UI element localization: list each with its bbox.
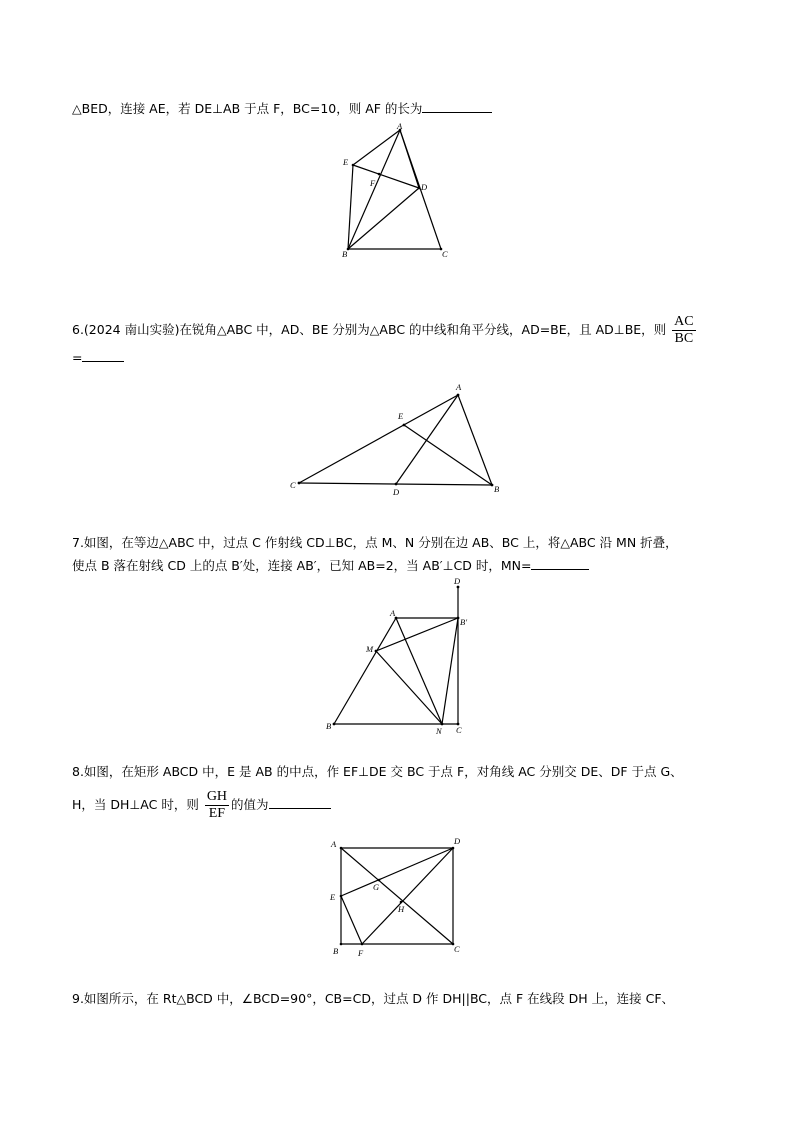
- figure-8: [325, 835, 465, 961]
- fraction-gh-ef: [205, 789, 229, 822]
- problem-8-stem-1: 8.如图，在矩形 ABCD 中，E 是 AB 的中点，作 EF⊥DE 交 BC 于点 F，对角线 AC 分别交 DE、DF 于点 G、: [72, 764, 683, 779]
- label-D: D: [393, 487, 400, 497]
- fraction-ac-bc: [672, 314, 695, 347]
- label-C: C: [454, 944, 460, 954]
- label-N: N: [436, 726, 442, 736]
- problem-7-line-2: [72, 557, 589, 575]
- problem-6-answer-line: [72, 349, 124, 367]
- problem-9-stem: 9.如图所示，在 Rt△BCD 中，∠BCD=90°，CB=CD，过点 D 作 DH||BC，点 F 在线段 DH 上，连接 CF、: [72, 991, 675, 1006]
- label-B-prime: B′: [460, 617, 468, 627]
- label-M: M: [366, 644, 374, 654]
- figure-6: [285, 378, 515, 500]
- problem-8-stem-2a: H，当 DH⊥AC 时，则: [72, 797, 199, 812]
- fraction-numerator: AC: [674, 314, 694, 329]
- label-F: F: [358, 948, 364, 958]
- label-H: H: [398, 904, 405, 914]
- label-D: D: [454, 836, 461, 846]
- answer-blank: [422, 100, 492, 113]
- equals-sign: =: [72, 350, 83, 365]
- answer-blank: [269, 796, 331, 809]
- label-B: B: [494, 484, 500, 494]
- label-D: D: [454, 576, 461, 586]
- answer-blank: [82, 349, 124, 362]
- label-A: A: [397, 121, 403, 131]
- label-C: C: [442, 249, 448, 259]
- label-A: A: [456, 382, 462, 392]
- fraction-denominator: EF: [208, 806, 226, 821]
- label-E: E: [343, 157, 349, 167]
- figure-5: [335, 120, 455, 260]
- problem-6-text: [72, 314, 698, 347]
- problem-6-stem: 6.(2024 南山实验)在锐角△ABC 中，AD、BE 分别为△ABC 的中线和角平分线，AD=BE，且 AD⊥BE，则: [72, 322, 667, 337]
- figure-7: [320, 578, 470, 738]
- label-A: A: [331, 839, 337, 849]
- label-C: C: [456, 725, 462, 735]
- problem-7-stem-1: 7.如图，在等边△ABC 中，过点 C 作射线 CD⊥BC，点 M、N 分别在边 AB、BC 上，将△ABC 沿 MN 折叠，: [72, 535, 678, 550]
- fraction-denominator: BC: [674, 331, 694, 346]
- label-D: D: [421, 182, 428, 192]
- problem-8-stem-2b: 的值为: [231, 797, 269, 812]
- fraction-numerator: GH: [206, 789, 228, 804]
- label-G: G: [373, 882, 380, 892]
- label-B: B: [333, 946, 339, 956]
- problem-7-line-1: [72, 534, 678, 552]
- label-C: C: [290, 480, 296, 490]
- problem-7-stem-2: 使点 B 落在射线 CD 上的点 B′处，连接 AB′，已知 AB=2，当 AB′⊥CD 时，MN=: [72, 558, 532, 573]
- label-B: B: [342, 249, 348, 259]
- problem-8-line-1: [72, 763, 683, 781]
- label-B: B: [326, 721, 332, 731]
- answer-blank: [531, 557, 589, 570]
- label-E: E: [398, 411, 404, 421]
- label-A: A: [390, 608, 396, 618]
- label-E: E: [330, 892, 336, 902]
- problem-9-text: [72, 990, 674, 1008]
- problem-8-line-2: [72, 789, 331, 822]
- label-F: F: [370, 178, 376, 188]
- problem-5-text: [72, 100, 492, 118]
- problem-5-stem: △BED，连接 AE，若 DE⊥AB 于点 F，BC=10，则 AF 的长为: [72, 101, 423, 116]
